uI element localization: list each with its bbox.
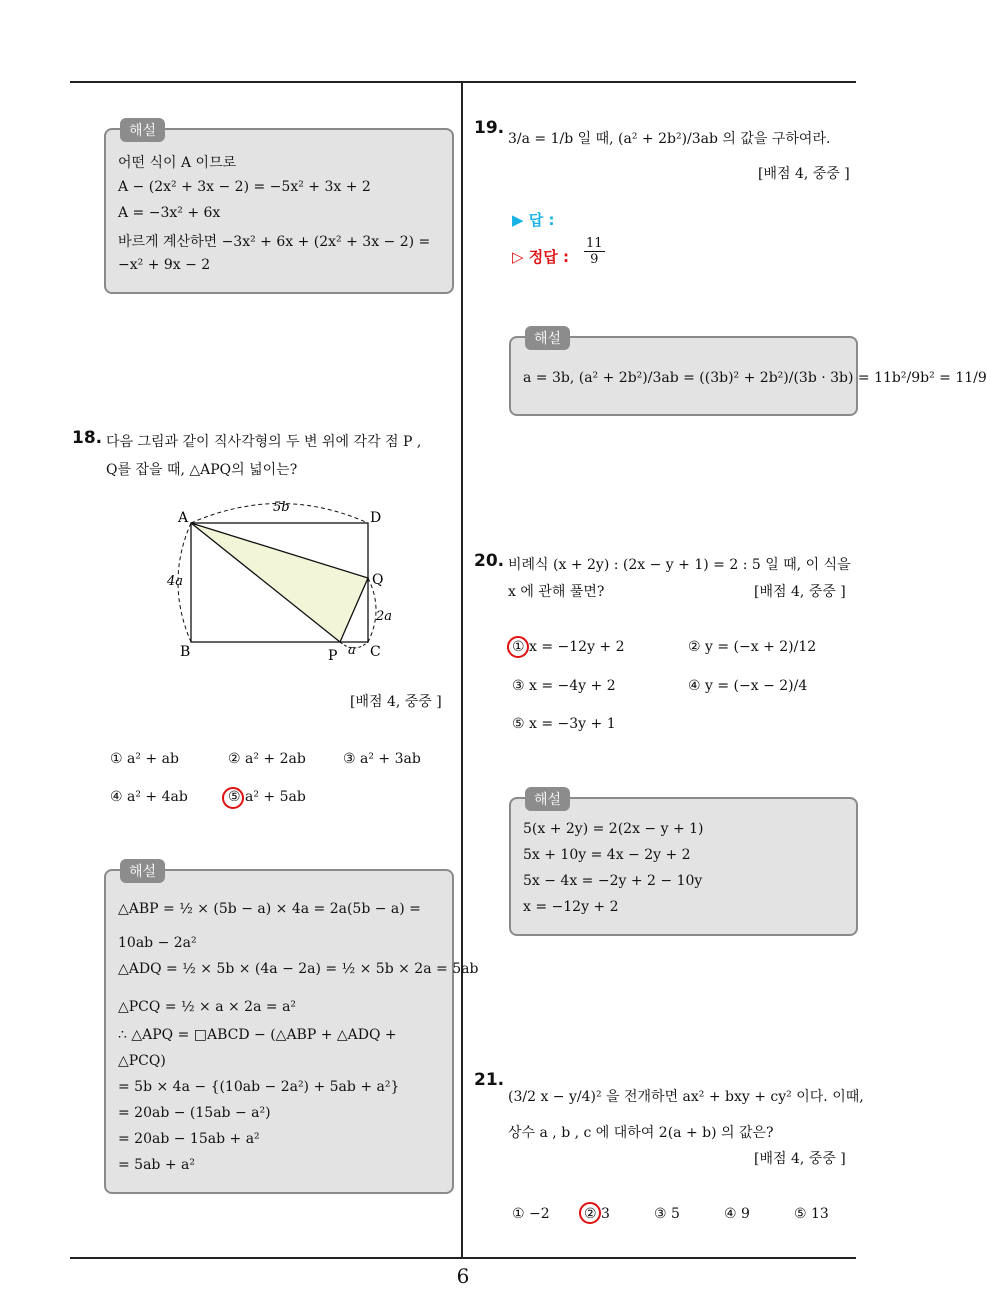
- solution-box-19: [509, 331, 987, 416]
- label-left: 4a: [167, 574, 184, 589]
- label-P: P: [328, 648, 338, 664]
- label-A: A: [178, 510, 189, 526]
- choice-18-1[interactable]: ① a² + ab: [110, 751, 179, 767]
- solution-line: = 20ab − 15ab + a²: [118, 1131, 260, 1147]
- correct-answer-label-19: [512, 246, 569, 267]
- answer-mark-18: [222, 787, 244, 809]
- solution-line: A = −3x² + 6x: [118, 205, 221, 221]
- solution-line: 10ab − 2a²: [118, 935, 197, 951]
- score-18: [배점 4, 중중 ]: [350, 694, 442, 710]
- solution-line: 5x − 4x = −2y + 2 − 10y: [523, 873, 703, 889]
- solution-line: −x² + 9x − 2: [118, 257, 211, 273]
- question-19-text: 3/a = 1/b 일 때, (a² + 2b²)/3ab 의 값을 구하여라.: [508, 131, 831, 147]
- answer-mark-20: [507, 636, 529, 658]
- solution-line: x = −12y + 2: [523, 899, 619, 915]
- choice-21-2[interactable]: ② 3: [584, 1206, 610, 1222]
- fraction-numerator: 11: [586, 236, 603, 251]
- choice-20-1[interactable]: ① x = −12y + 2: [512, 639, 625, 655]
- label-Q: Q: [372, 572, 384, 588]
- question-21-text: (3/2 x − y/4)² 을 전개하면 ax² + bxy + cy² 이다. 이때,: [508, 1089, 864, 1105]
- choice-21-4[interactable]: ④ 9: [724, 1206, 750, 1222]
- label-top: 5b: [273, 500, 290, 515]
- question-18-text: Q를 잡을 때, △APQ의 넓이는?: [106, 462, 298, 478]
- choice-20-5[interactable]: ⑤ x = −3y + 1: [512, 716, 616, 732]
- question-18-text: 다음 그림과 같이 직사각형의 두 변 위에 각각 점 P ,: [106, 434, 422, 450]
- question-number-20: 20.: [474, 551, 505, 571]
- answer-mark-21: [579, 1202, 601, 1224]
- choice-18-5[interactable]: ⑤ a² + 5ab: [228, 789, 306, 805]
- choice-18-2[interactable]: ② a² + 2ab: [228, 751, 306, 767]
- label-B: B: [180, 644, 191, 660]
- question-number-21: 21.: [474, 1070, 505, 1090]
- triangle-apq: [191, 523, 368, 642]
- choice-21-5[interactable]: ⑤ 13: [794, 1206, 829, 1222]
- choice-18-3[interactable]: ③ a² + 3ab: [343, 751, 421, 767]
- choice-20-4[interactable]: ④ y = (−x − 2)/4: [688, 678, 808, 694]
- solution-line: = 5ab + a²: [118, 1157, 195, 1173]
- choice-21-1[interactable]: ① −2: [512, 1206, 550, 1222]
- top-rule: [70, 81, 856, 83]
- solution-line: = 5b × 4a − {(10ab − 2a²) + 5ab + a²}: [118, 1079, 400, 1095]
- label-right: 2a: [376, 609, 393, 624]
- solution-tag: 해설: [525, 787, 570, 811]
- solution-line: a = 3b, (a² + 2b²)/3ab = ((3b)² + 2b²)/(3b · 3b) = 11b²/9b² = 11/9: [523, 370, 987, 386]
- solution-line: 5x + 10y = 4x − 2y + 2: [523, 847, 691, 863]
- solution-tag: 해설: [525, 326, 570, 350]
- solution-line: 5(x + 2y) = 2(2x − y + 1): [523, 821, 704, 837]
- solution-line: 바르게 계산하면 −3x² + 6x + (2x² + 3x − 2) =: [118, 234, 431, 250]
- column-divider: [461, 82, 463, 1259]
- label-D: D: [370, 510, 382, 526]
- solution-box-18: [104, 864, 479, 1194]
- choice-18-4[interactable]: ④ a² + 4ab: [110, 789, 188, 805]
- label-bottom: a: [348, 643, 356, 658]
- solution-line: 어떤 식이 A 이므로: [118, 155, 237, 171]
- score-20: [배점 4, 중중 ]: [754, 584, 846, 600]
- solution-line: A − (2x² + 3x − 2) = −5x² + 3x + 2: [118, 179, 371, 195]
- question-20-text: 비례식 (x + 2y) : (2x − y + 1) = 2 : 5 일 때, 이 식을: [508, 557, 851, 573]
- solution-line: ∴ △APQ = □ABCD − (△ABP + △ADQ +: [118, 1027, 397, 1043]
- solution-line: = 20ab − (15ab − a²): [118, 1105, 271, 1121]
- bottom-rule: [70, 1257, 856, 1259]
- solution-line: △PCQ = ½ × a × 2a = a²: [118, 999, 297, 1015]
- score-21: [배점 4, 중중 ]: [754, 1151, 846, 1167]
- solution-tag: 해설: [120, 859, 165, 883]
- answer-label-19: ▶ 답 :: [512, 211, 555, 229]
- correct-answer-value-19: [584, 236, 605, 267]
- question-20-text: x 에 관해 풀면?: [508, 584, 605, 600]
- solution-line: △ADQ = ½ × 5b × (4a − 2a) = ½ × 5b × 2a = 5ab: [118, 961, 479, 977]
- choice-20-2[interactable]: ② y = (−x + 2)/12: [688, 639, 817, 655]
- question-21-text: 상수 a , b , c 에 대하여 2(a + b) 의 값은?: [508, 1125, 774, 1141]
- solution-tag: 해설: [120, 118, 165, 142]
- page-number: 6: [456, 1264, 470, 1288]
- choice-20-3[interactable]: ③ x = −4y + 2: [512, 678, 616, 694]
- choice-21-3[interactable]: ③ 5: [654, 1206, 680, 1222]
- rectangle-figure: [160, 496, 400, 666]
- solution-box-17: [104, 123, 454, 294]
- correct-label: ▷ 정답 :: [512, 248, 569, 266]
- solution-line: △ABP = ½ × (5b − a) × 4a = 2a(5b − a) =: [118, 901, 421, 917]
- label-C: C: [370, 644, 381, 660]
- solution-box-20: [509, 792, 858, 936]
- solution-line: △PCQ): [118, 1053, 166, 1069]
- question-number-19: 19.: [474, 118, 505, 138]
- question-number-18: 18.: [72, 428, 103, 448]
- fraction-denominator: 9: [590, 252, 599, 267]
- score-19: [배점 4, 중중 ]: [758, 166, 850, 182]
